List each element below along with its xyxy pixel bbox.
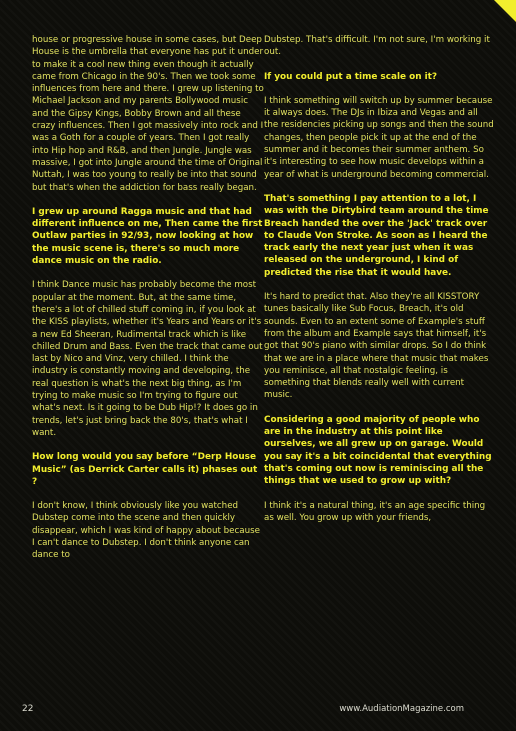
interview-question: I grew up around Ragga music and that had different influence on me, Then came the first Outlaw parties in 92/93, now looking at how the music scene is, there's so much more dance music on the radio. <box>32 206 263 267</box>
interview-question: How long would you say before “Derp House Music” (as Derrick Carter calls it) phases out ? <box>32 452 258 487</box>
left-column <box>32 34 264 574</box>
interview-answer: It's hard to predict that. Also they're all KISSTORY tunes basically like Sub Focus, Breach, it's old sounds. Even to an extent some of Example's stuff from the album and Example says that himself, it's got that 90's piano with similar drops. So I do think that we are in a place where that music that makes you reminisce, all that nostalgic feeling, is something that blends really well with current music. <box>264 292 489 401</box>
interview-answer: I think it's a natural thing, it's an age specific thing as well. You grow up with your friends, <box>264 500 486 523</box>
right-column <box>264 34 494 536</box>
page-corner-decoration <box>494 0 516 22</box>
interview-answer: Dubstep. That's difficult. I'm not sure, I'm working it out. <box>264 35 490 58</box>
interview-answer: house or progressive house in some cases, but Deep House is the umbrella that everyone has put it under to make it a cool new thing even though it actually came from Chicago in the 90's. Then we took some influences from here and there. I grew up listening to Michael Jackson and my parents Bollywood music and the Gipsy Kings, Bobby Brown and all these crazy influences. Then I got massively into rock and I was a Goth for a couple of years. Then I got really into Hip hop and R&B, and then Jungle. Jungle was massive, I got into Jungle around the time of Original Nuttah, I was too young to really be into that sound but that's when the addiction for bass really began. <box>32 35 264 193</box>
interview-answer: I think something will switch up by summer because it always does. The DJs in Ibiza and Vegas and all the residencies picking up songs and then the sound changes, then people pick it up at the end of the summer and it becomes their summer anthem. So it's interesting to see how music develops within a year of what is underground becoming commercial. <box>264 95 494 180</box>
interview-question: If you could put a time scale on it? <box>264 71 438 82</box>
page-number: 22 <box>22 704 34 714</box>
footer-url: www.AudiationMagazine.com <box>339 704 464 714</box>
interview-answer: I don't know, I think obviously like you watched Dubstep come into the scene and then quickly disappear, which I was kind of happy about because I can't dance to Dubstep. I don't think anyone can dance to <box>32 501 260 561</box>
interview-question: That's something I pay attention to a lot, I was with the Dirtybird team around the time Breach handed the over the 'Jack' track over to Claude Von Stroke. As soon as I heard the track early the next year just when it was released on the underground, I kind of predicted the rise that it would have. <box>264 193 489 278</box>
interview-question: Considering a good majority of people who are in the industry at this point like ourselves, we all grew up on garage. Would you say it's a bit coincidental that everything that's coming out now is reminiscing all the things that we used to grow up with? <box>264 414 492 487</box>
interview-answer: I think Dance music has probably become the most popular at the moment. But, at the same time, there's a lot of chilled stuff coming in, if you look at the KISS playlists, whether it's Years and Years or it's a new Ed Sheeran, Rudimental track which is like chilled Drum and Bass. Even the track that came out last by Nico and Vinz, very chilled. I think the industry is constantly moving and developing, the real question is what's the next big thing, as I'm trying to make music so I'm trying to figure out what's next. Is it going to be Dub Hip!? It does go in trends, let's just bring back the 80's, that's what I want. <box>32 280 263 438</box>
